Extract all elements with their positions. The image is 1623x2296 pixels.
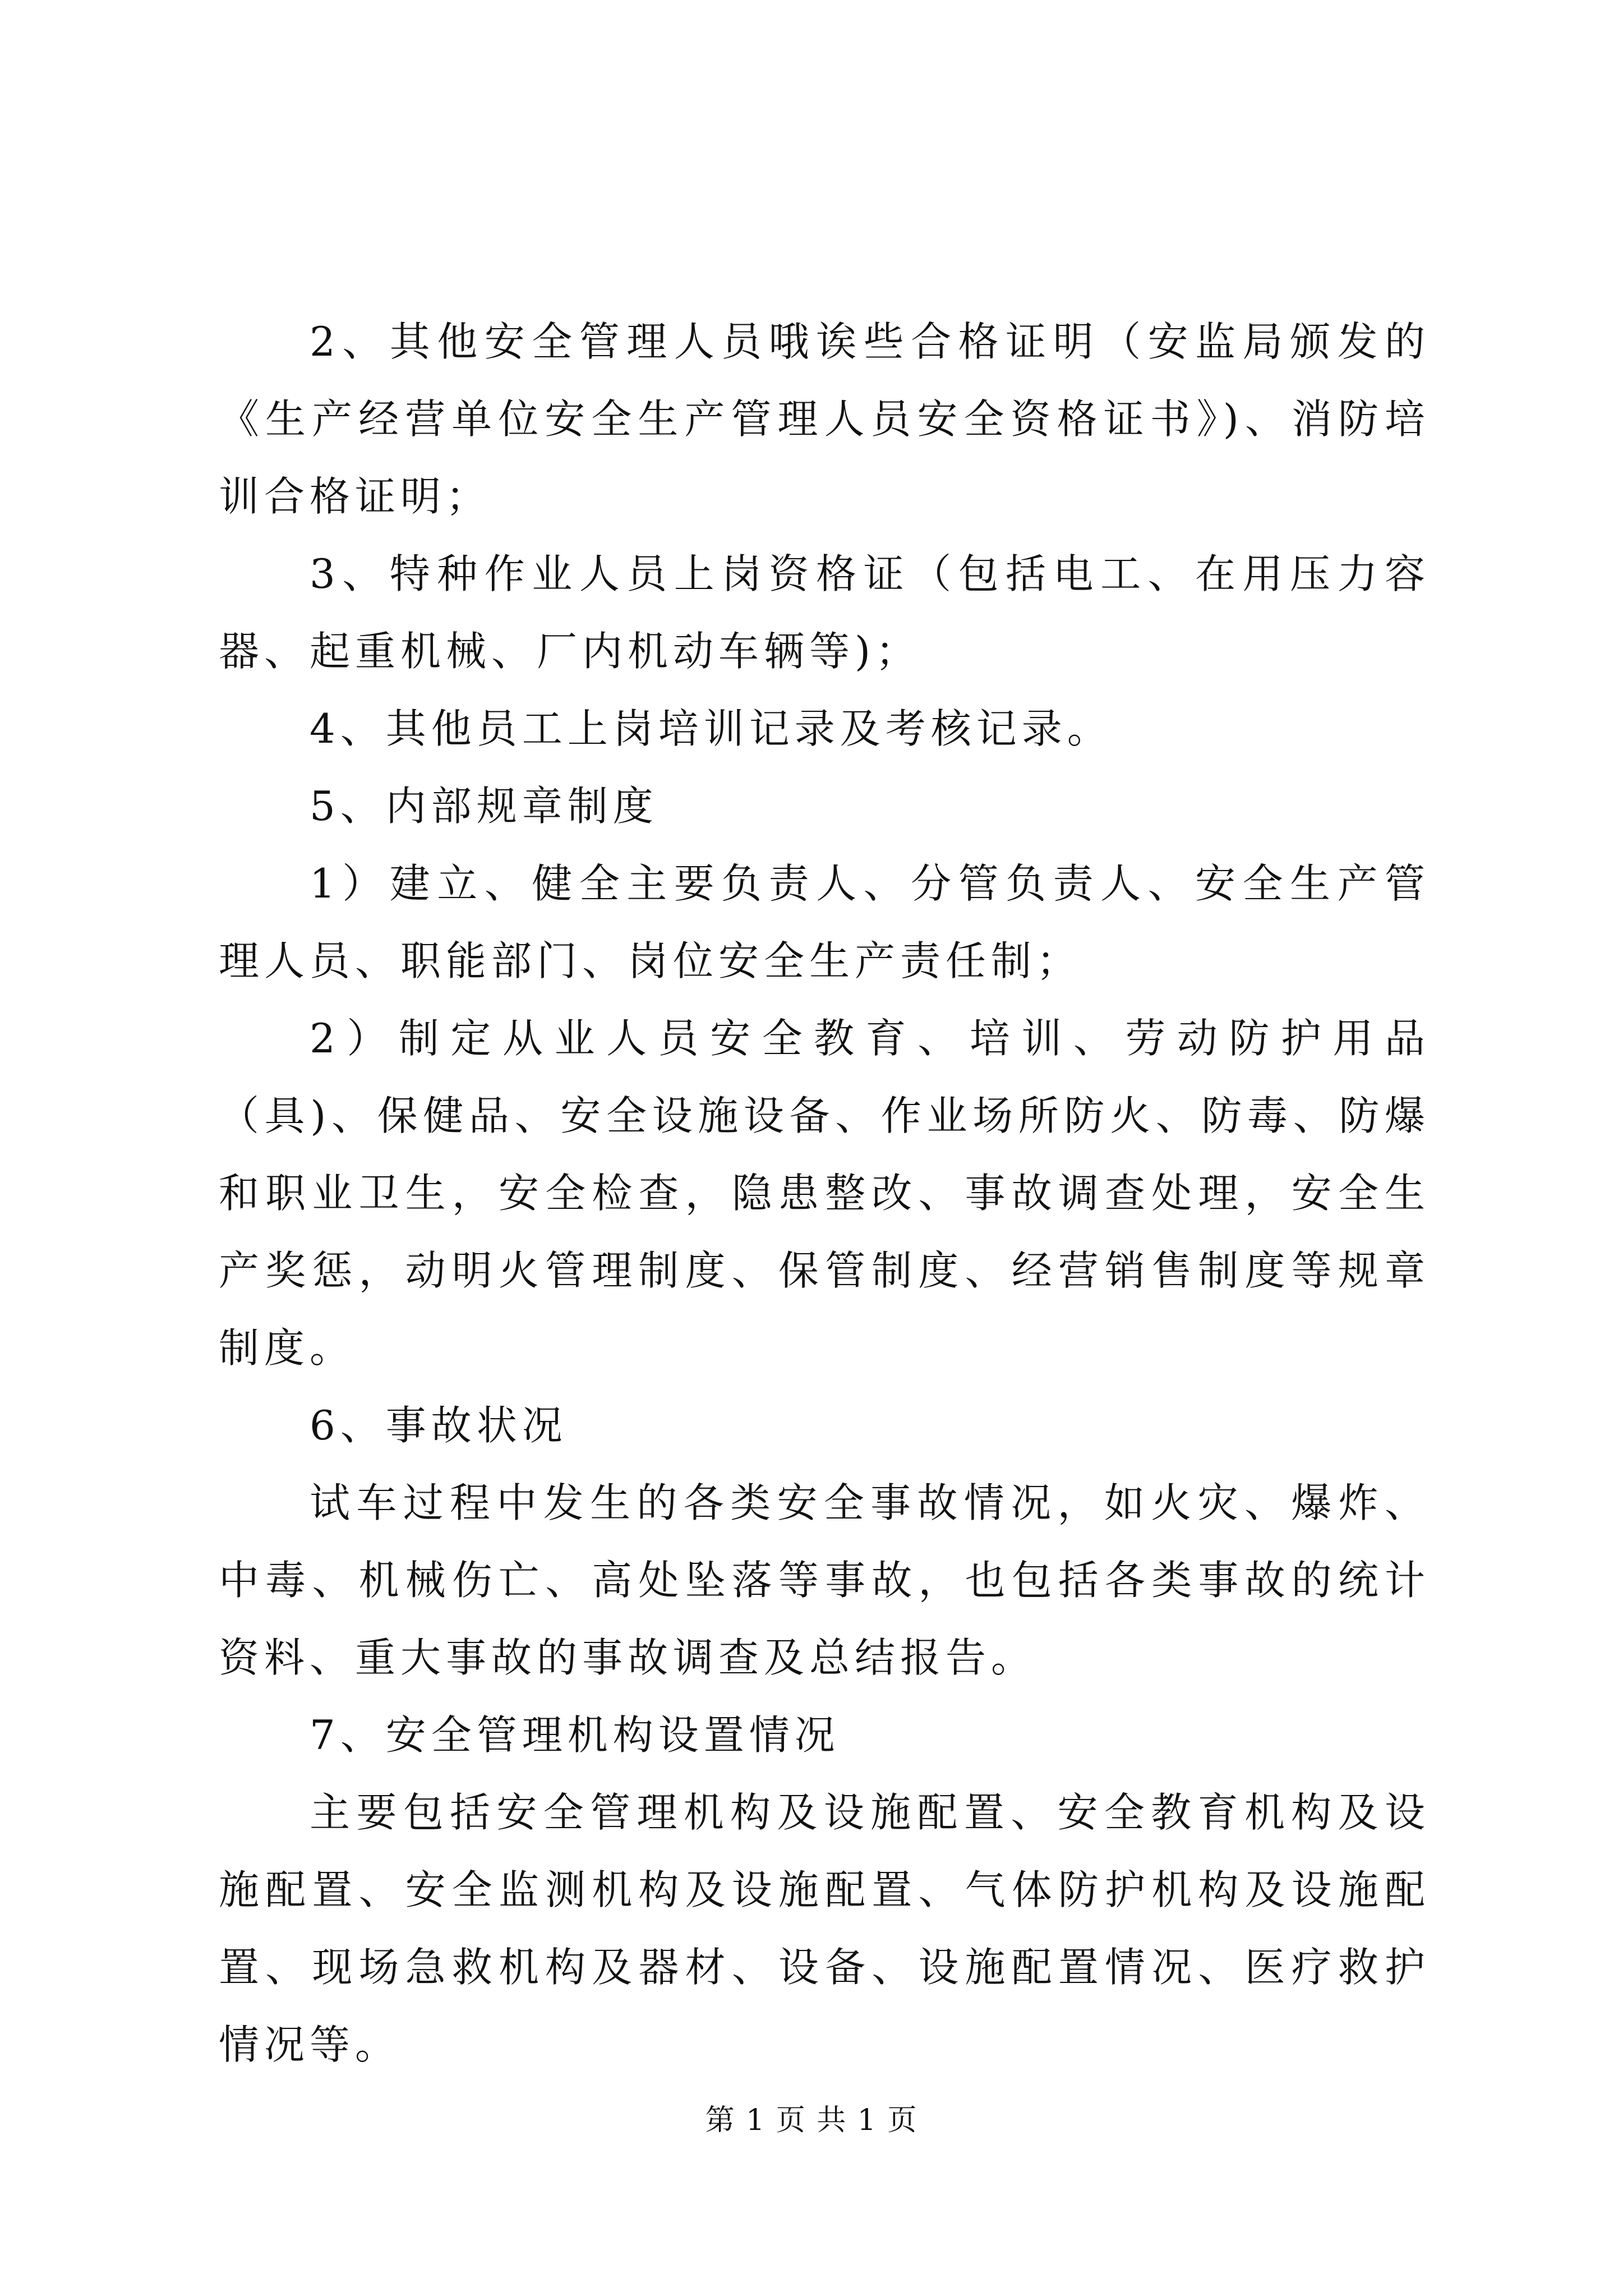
heading-accident-status: 6、事故状况 [310, 1402, 568, 1449]
heading-internal-rules: 5、内部规章制度 [310, 783, 658, 830]
paragraph-regulations: 2）制定从业人员安全教育、培训、劳动防护用品（具)、保健品、安全设施设备、作业场所防火、防毒、防爆和职业卫生，安全检查，隐患整改、事故调查处理，安全生产奖惩，动明火管理制度、保管制度、经营销售制度等规章制度。 [219, 1015, 1430, 1372]
paragraph-certificates: 2、其他安全管理人员哦诶些合格证明（安监局颁发的《生产经营单位安全生产管理人员安全资格证书》)、消防培训合格证明； [219, 318, 1430, 520]
paragraph-training-records: 4、其他员工上岗培训记录及考核记录。 [310, 705, 1113, 752]
heading-safety-organization: 7、安全管理机构设置情况 [310, 1711, 840, 1759]
paragraph-accidents: 试车过程中发生的各类安全事故情况，如火灾、爆炸、中毒、机械伤亡、高处坠落等事故，也包括各类事故的统计资料、重大事故的事故调查及总结报告。 [219, 1479, 1430, 1681]
document-body [219, 303, 1430, 2083]
page-number-footer: 第 1 页 共 1 页 [705, 2104, 918, 2137]
paragraph-special-operations: 3、特种作业人员上岗资格证（包括电工、在用压力容器、起重机械、厂内机动车辆等)； [219, 550, 1430, 675]
paragraph-responsibility-system: 1）建立、健全主要负责人、分管负责人、安全生产管理人员、职能部门、岗位安全生产责任制； [219, 860, 1430, 984]
paragraph-safety-organization: 主要包括安全管理机构及设施配置、安全教育机构及设施配置、安全监测机构及设施配置、气体防护机构及设施配置、现场急救机构及器材、设备、设施配置情况、医疗救护情况等。 [219, 1789, 1430, 2068]
